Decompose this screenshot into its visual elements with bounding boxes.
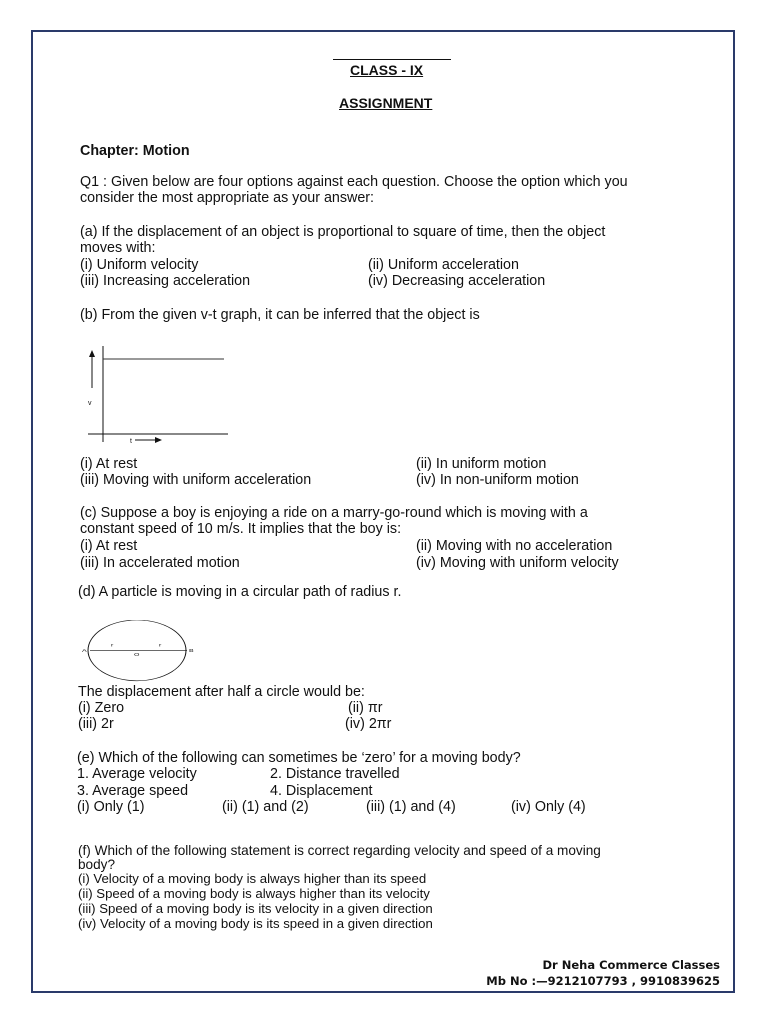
footer-mobile: Mb No :—9212107793 , 9910839625: [486, 974, 720, 988]
q1-intro-line1: Q1 : Given below are four options against each question. Choose the option which you: [80, 174, 628, 190]
qe-item-3: 3. Average speed: [77, 783, 189, 799]
vt-graph: [82, 342, 242, 452]
qd-line1: (d) A particle is moving in a circular path of radius r.: [78, 584, 402, 600]
qe-item-4: 4. Displacement: [270, 783, 373, 799]
class-title: CLASS - IX: [350, 62, 424, 78]
qb-line1: (b) From the given v-t graph, it can be inferred that the object is: [80, 307, 480, 323]
circle-figure: [78, 620, 202, 682]
qe-option-4: (iv) Only (4): [511, 799, 586, 815]
q1-intro-line2: consider the most appropriate as your answer:: [80, 190, 375, 206]
fig-label-o: O: [134, 652, 140, 658]
qa-option-2: (ii) Uniform acceleration: [368, 257, 519, 273]
qe-option-1: (i) Only (1): [77, 799, 145, 815]
fig-label-a: A: [82, 649, 87, 654]
qc-option-1: (i) At rest: [80, 538, 138, 554]
qf-line1: (f) Which of the following statement is correct regarding velocity and speed of a moving: [78, 843, 601, 858]
chapter-heading: Chapter: Motion: [80, 143, 190, 159]
qa-line1: (a) If the displacement of an object is proportional to square of time, then the object: [80, 224, 606, 240]
fig-label-r-left: r: [111, 643, 114, 649]
qa-line2: moves with:: [80, 240, 156, 256]
graph-right-arrow-head: [155, 437, 162, 443]
qc-option-3: (iii) In accelerated motion: [80, 555, 240, 571]
qa-option-3: (iii) Increasing acceleration: [80, 273, 251, 289]
fig-label-r-right: r: [159, 643, 162, 649]
qe-option-3: (iii) (1) and (4): [366, 799, 456, 815]
qd-option-3: (iii) 2r: [78, 716, 114, 732]
qa-option-1: (i) Uniform velocity: [80, 257, 199, 273]
qf-option-1: (i) Velocity of a moving body is always higher than its speed: [78, 871, 427, 886]
graph-up-arrow-head: [89, 350, 95, 357]
qf-option-3: (iii) Speed of a moving body is its velocity in a given direction: [78, 901, 433, 916]
qb-option-1: (i) At rest: [80, 456, 138, 472]
qf-line2: body?: [78, 857, 116, 872]
fig-label-b: B: [189, 649, 194, 654]
qb-option-4: (iv) In non-uniform motion: [416, 472, 579, 488]
qa-option-4: (iv) Decreasing acceleration: [368, 273, 546, 289]
qc-line2: constant speed of 10 m/s. It implies that the boy is:: [80, 521, 402, 537]
qb-option-3: (iii) Moving with uniform acceleration: [80, 472, 312, 488]
qc-line1: (c) Suppose a boy is enjoying a ride on a marry-go-round which is moving with a: [80, 505, 588, 521]
qf-option-2: (ii) Speed of a moving body is always higher than its velocity: [78, 886, 430, 901]
assignment-title: ASSIGNMENT: [339, 95, 433, 111]
graph-ylabel: v: [88, 400, 92, 407]
qb-option-2: (ii) In uniform motion: [416, 456, 547, 472]
qe-line1: (e) Which of the following can sometimes be ‘zero’ for a moving body?: [77, 750, 521, 766]
header-rule: [333, 59, 451, 60]
footer-name: Dr Neha Commerce Classes: [542, 958, 720, 972]
graph-xlabel: t: [130, 438, 132, 445]
qc-option-2: (ii) Moving with no acceleration: [416, 538, 613, 554]
qe-option-2: (ii) (1) and (2): [222, 799, 309, 815]
qc-option-4: (iv) Moving with uniform velocity: [416, 555, 619, 571]
qd-line2: The displacement after half a circle would be:: [78, 684, 365, 700]
qd-option-2: (ii) πr: [348, 700, 383, 716]
qf-option-4: (iv) Velocity of a moving body is its speed in a given direction: [78, 916, 433, 931]
qd-option-4: (iv) 2πr: [345, 716, 392, 732]
qe-item-2: 2. Distance travelled: [270, 766, 400, 782]
qd-option-1: (i) Zero: [78, 700, 125, 716]
qe-item-1: 1. Average velocity: [77, 766, 197, 782]
